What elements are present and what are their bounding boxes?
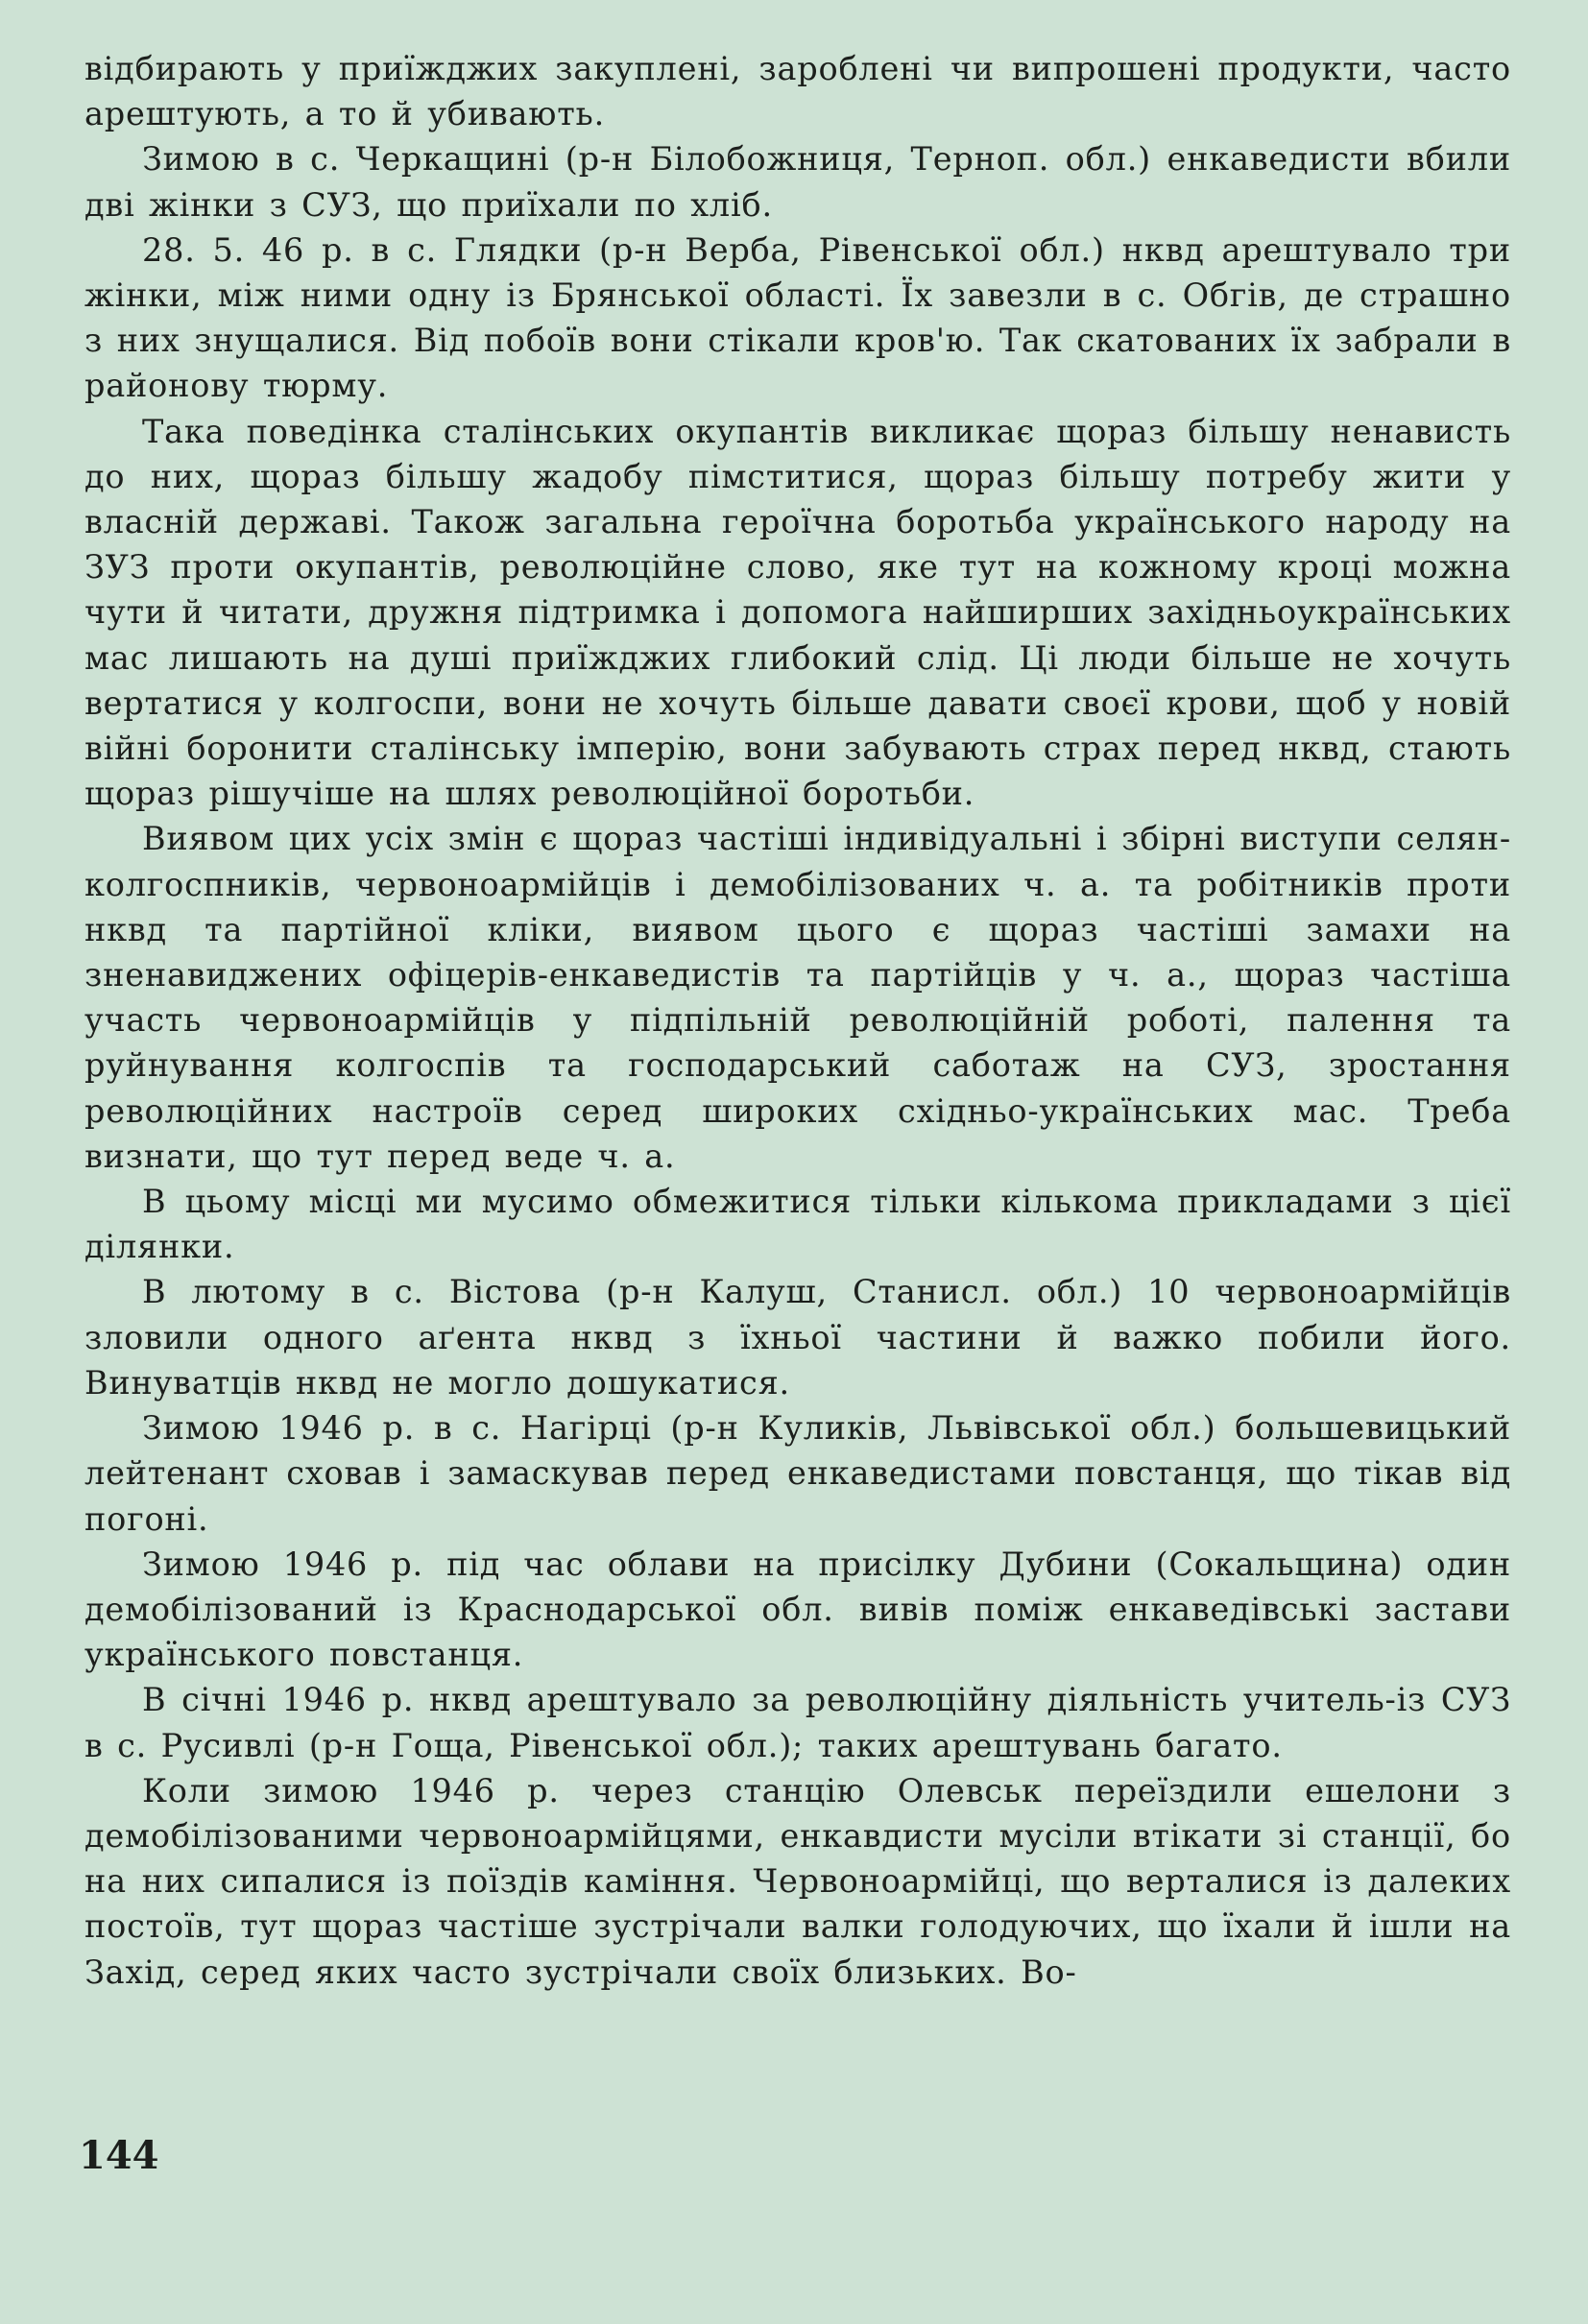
- paragraph: Виявом цих усіх змін є щораз частіші індивідуальні і збірні виступи селян-колгоспників, червоноармійців і демобілізованих ч. а. та робітників проти нквд та партійної кліки, виявом цього є щораз частіші замахи на зненавиджених офіцерів-енкаведистів та партійців у ч. а., щораз частіша участь червоноармійців у підпільній революційній роботі, палення та руйнування колгоспів та господарський саботаж на СУЗ, зростання революційних настроїв серед широких східньо-українських мас. Треба визнати, що тут перед веде ч. а.: [84, 820, 1511, 1175]
- paragraph: Така поведінка сталінських окупантів викликає щораз більшу ненависть до них, щораз більшу жадобу пімститися, щораз більшу потребу жити у власній державі. Також загальна героїчна боротьба українського народу на ЗУЗ проти окупантів, революційне слово, яке тут на кожному кроці можна чути й читати, дружня підтримка і допомога найширших західньоукраїнських мас лишають на душі приїжджих глибокий слід. Ці люди більше не хочуть вертатися у колгоспи, вони не хочуть більше давати своєї крови, щоб у новій війні боронити сталінську імперію, вони забувають страх перед нквд, стають щораз рішучіше на шлях революційної боротьби.: [84, 412, 1511, 813]
- paragraph: В цьому місці ми мусимо обмежитися тільки кількома прикладами з цієї ділянки.: [84, 1183, 1511, 1266]
- paragraph: Зимою 1946 р. під час облави на присілку Дубини (Сокальщина) один демобілізований із Краснодарської обл. вивів поміж енкаведівські застави українського повстанця.: [84, 1545, 1511, 1674]
- paragraph: 28. 5. 46 р. в с. Глядки (р-н Верба, Рівенської обл.) нквд арештувало три жінки, між ними одну із Брянської області. Їх завезли в с. Обгів, де страшно з них знущалися. Від побоїв вони стікали кров'ю. Так скатованих їх забрали в районову тюрму.: [84, 230, 1511, 405]
- paragraph: Зимою в с. Черкащині (р-н Білобожниця, Терноп. обл.) енкаведисти вбили дві жінки з СУЗ, що приїхали по хліб.: [84, 140, 1511, 224]
- paragraph: В лютому в с. Вістова (р-н Калуш, Станисл. обл.) 10 червоноармійців зловили одного аґента нквд з їхньої частини й важко побили його. Винуватців нквд не могло дошукатися.: [84, 1273, 1511, 1402]
- body-text: [84, 46, 1511, 1995]
- paragraph: В січні 1946 р. нквд арештувало за революційну діяльність учитель-із СУЗ в с. Русивлі (р-н Гоща, Рівенської обл.); таких арештувань багато.: [84, 1681, 1511, 1764]
- page-number: 144: [79, 2133, 159, 2178]
- paragraph: Коли зимою 1946 р. через станцію Олевськ переїздили ешелони з демобілізованими червоноармійцями, енкавдисти мусіли втікати зі станції, бо на них сипалися із поїздів каміння. Червоноармійці, що верталися із далеких постоїв, тут щораз частіше зустрічали валки голодуючих, що їхали й ішли на Захід, серед яких часто зустрічали своїх близьких. Во-: [84, 1771, 1511, 1991]
- paragraph: відбирають у приїжджих закуплені, зароблені чи випрошені продукти, часто арештують, а то й убивають.: [84, 50, 1511, 133]
- paragraph: Зимою 1946 р. в с. Нагірці (р-н Куликів, Львівської обл.) большевицький лейтенант сховав і замаскував перед енкаведистами повстанця, що тікав від погоні.: [84, 1409, 1511, 1538]
